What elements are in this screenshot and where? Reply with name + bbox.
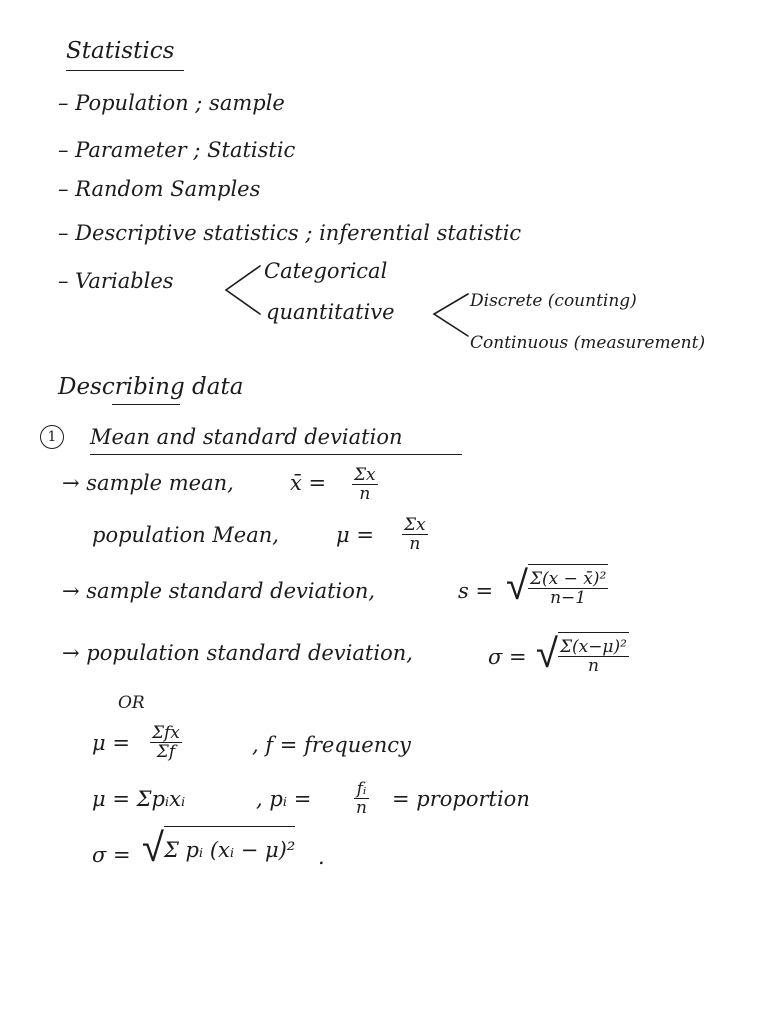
bullet-random-samples: – Random Samples <box>58 177 261 201</box>
freq-mean-fraction <box>150 724 182 761</box>
sample-mean-label: → sample mean, <box>62 471 234 495</box>
prop-mean-note: = proportion <box>392 787 530 811</box>
describing-data-title: Describing data <box>58 374 244 400</box>
prop-mean-fraction <box>354 780 369 817</box>
population-sd-numerator: Σ(x−μ)² <box>559 636 627 657</box>
prop-sd-radicand: Σ pᵢ (xᵢ − μ)² <box>163 838 296 862</box>
population-mean-denominator: n <box>409 534 421 554</box>
bullet-parameter-statistic: – Parameter ; Statistic <box>58 138 296 162</box>
sample-mean-lhs: x̄ = <box>290 471 327 495</box>
section-number: 1 <box>40 425 64 449</box>
sample-sd-numerator: Σ(x − x̄)² <box>529 568 607 589</box>
prop-sd-lhs: σ = <box>92 843 131 867</box>
freq-mean-lhs: μ = <box>92 731 130 755</box>
population-mean-numerator: Σx <box>404 515 426 535</box>
bullet-variables: – Variables <box>58 269 174 293</box>
section-heading-underline <box>90 454 462 455</box>
population-sd-denominator: n <box>587 655 599 676</box>
variables-branch <box>220 262 264 318</box>
sample-sd-root <box>506 564 608 608</box>
sample-sd-label: → sample standard deviation, <box>62 579 376 603</box>
bullet-population-sample: – Population ; sample <box>58 91 285 115</box>
population-sd-root <box>536 632 629 676</box>
radical-sign-icon: √ <box>506 563 528 609</box>
freq-mean-denominator: Σf <box>156 742 176 762</box>
page-title: Statistics <box>66 38 175 64</box>
prop-mean-lhs: μ = Σpᵢxᵢ <box>92 787 186 811</box>
or-label: OR <box>118 693 145 713</box>
sample-sd-lhs: s = <box>458 579 494 603</box>
population-mean-fraction <box>402 516 428 553</box>
sample-sd-denominator: n−1 <box>550 587 587 608</box>
population-sd-fraction <box>558 638 629 675</box>
population-mean-lhs: μ = <box>336 523 374 547</box>
variable-type-quantitative: quantitative <box>266 300 395 324</box>
freq-mean-note: , f = frequency <box>252 733 411 757</box>
radical-sign-icon: √ <box>536 631 558 677</box>
sample-mean-fraction <box>352 466 378 503</box>
bullet-descriptive-inferential: – Descriptive statistics ; inferential statistic <box>58 221 522 245</box>
freq-mean-numerator: Σfx <box>152 723 180 743</box>
sample-mean-denominator: n <box>359 484 371 504</box>
population-sd-label: → population standard deviation, <box>62 641 413 665</box>
prop-mean-mid: , pᵢ = <box>256 787 312 811</box>
title-underline <box>66 70 184 71</box>
prop-sd-root <box>142 826 295 870</box>
quantitative-branch <box>428 290 472 340</box>
prop-mean-numerator: fᵢ <box>354 780 369 799</box>
quantitative-continuous: Continuous (measurement) <box>470 333 706 353</box>
prop-sd-period: . <box>318 845 325 869</box>
sample-mean-numerator: Σx <box>354 465 376 485</box>
radical-sign-icon: √ <box>142 825 164 871</box>
prop-mean-denominator: n <box>356 798 367 818</box>
population-mean-label: population Mean, <box>92 523 279 547</box>
sample-sd-fraction <box>528 570 608 607</box>
variable-type-categorical: Categorical <box>264 259 388 283</box>
section-heading: Mean and standard deviation <box>90 425 403 449</box>
quantitative-discrete: Discrete (counting) <box>470 291 637 311</box>
describing-data-underline <box>112 404 180 405</box>
population-sd-lhs: σ = <box>488 645 527 669</box>
